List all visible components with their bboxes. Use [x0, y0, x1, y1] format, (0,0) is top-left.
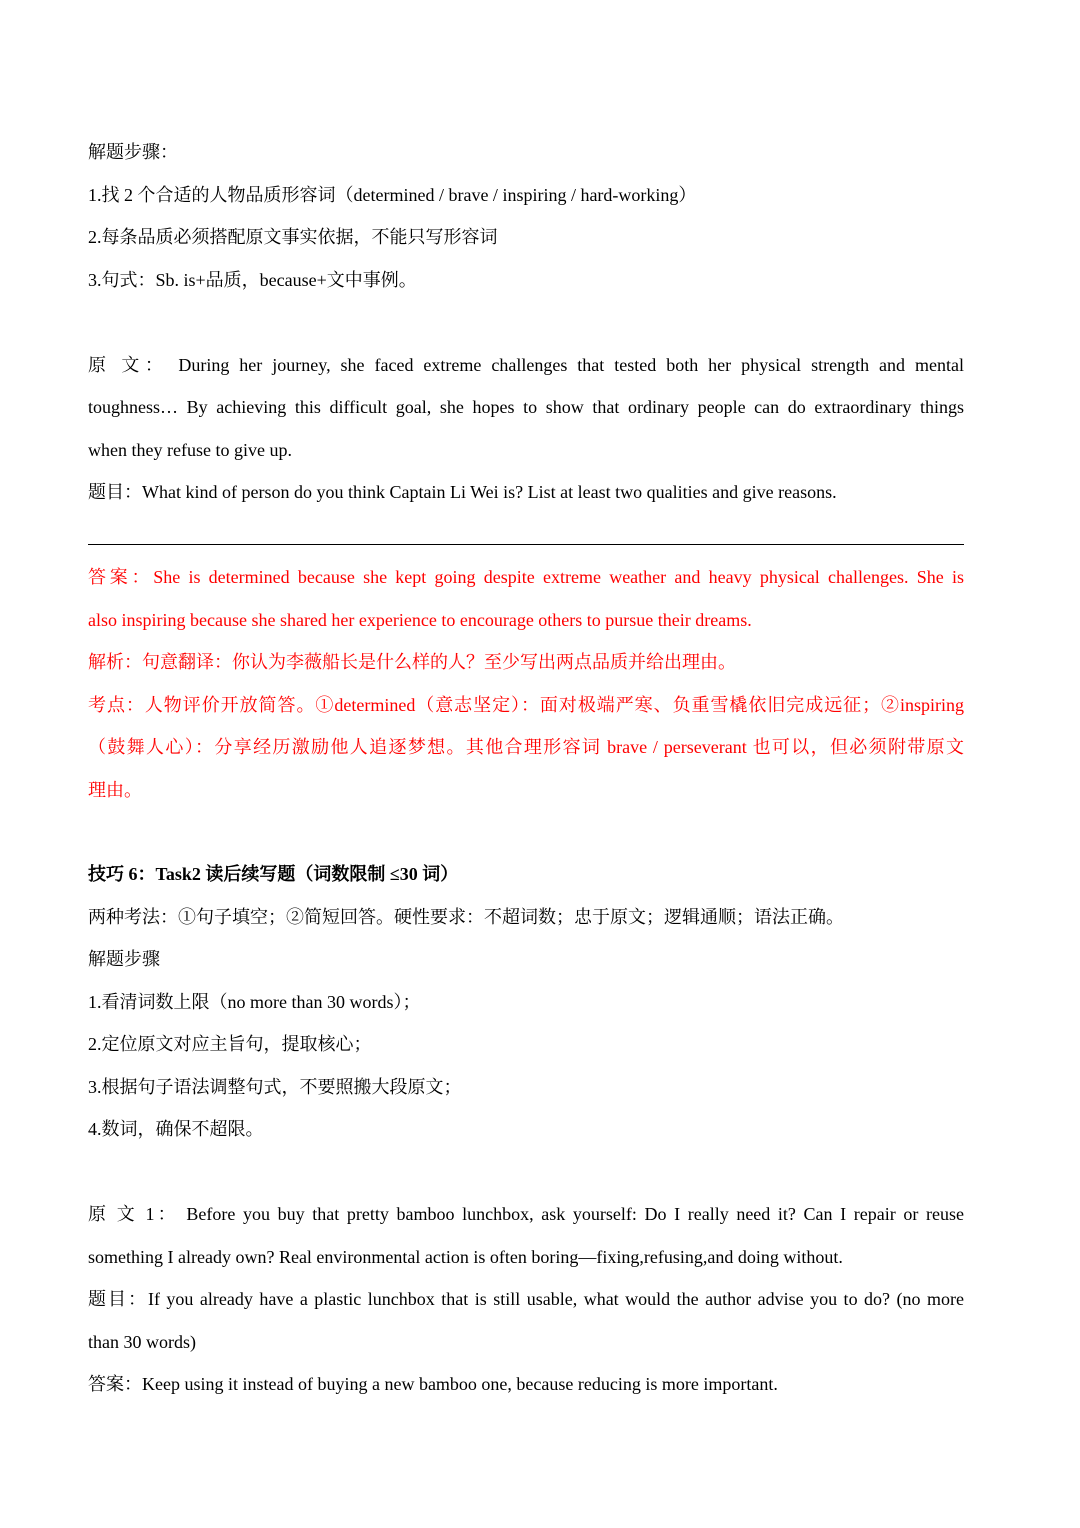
step-2: 2.定位原文对应主旨句，提取核心；	[88, 1034, 372, 1054]
step-3: 3.句式：Sb. is+品质，because+文中事例。	[88, 270, 417, 290]
question-text-line: 题目：If you already have a plastic lunchbox that is still usable, what would the author advise you to do? (no more	[88, 1289, 964, 1309]
step-1: 1.找 2 个合适的人物品质形容词（determined / brave / inspiring / hard-working）	[88, 185, 697, 205]
original-text-line: 原 文 1： Before you buy that pretty bamboo lunchbox, ask yourself: Do I really need it? Can I repair or reuse	[88, 1204, 964, 1224]
original-text-line: when they refuse to give up.	[88, 440, 292, 460]
section-heading: 技巧 6：Task2 读后续写题（词数限制 ≤30 词）	[88, 864, 459, 884]
answer-text-line: also inspiring because she shared her experience to encourage others to pursue their dreams.	[88, 610, 752, 630]
step-1: 1.看清词数上限（no more than 30 words）；	[88, 992, 421, 1012]
answer-line	[88, 544, 964, 545]
document-page	[88, 0, 964, 1528]
question-text-line: than 30 words)	[88, 1332, 196, 1352]
steps-title: 解题步骤：	[88, 142, 178, 162]
analysis-text: 解析：句意翻译：你认为李薇船长是什么样的人？至少写出两点品质并给出理由。	[88, 652, 736, 672]
original-text-line: something I already own? Real environmental action is often boring—fixing,refusing,and doing without.	[88, 1247, 843, 1267]
steps-title: 解题步骤	[88, 949, 160, 969]
original-text-line: toughness… By achieving this difficult goal, she hopes to show that ordinary people can do extraordinary things	[88, 397, 964, 417]
point-text-line: 考点：人物评价开放简答。①determined（意志坚定）：面对极端严寒、负重雪橇依旧完成远征；②inspiring	[88, 695, 964, 715]
answer-text: 答案：Keep using it instead of buying a new bamboo one, because reducing is more important.	[88, 1374, 778, 1394]
original-text-line: 原 文： During her journey, she faced extreme challenges that tested both her physical strength and mental	[88, 355, 964, 375]
section-intro: 两种考法：①句子填空；②简短回答。硬性要求：不超词数；忠于原文；逻辑通顺；语法正确。	[88, 907, 844, 927]
step-3: 3.根据句子语法调整句式，不要照搬大段原文；	[88, 1077, 462, 1097]
question-text: 题目：What kind of person do you think Captain Li Wei is? List at least two qualities and give reasons.	[88, 482, 837, 502]
answer-text-line: 答案：She is determined because she kept going despite extreme weather and heavy physical challenges. She is	[88, 567, 964, 587]
step-2: 2.每条品质必须搭配原文事实依据，不能只写形容词	[88, 227, 498, 247]
point-text-line: 理由。	[88, 780, 142, 800]
step-4: 4.数词，确保不超限。	[88, 1119, 264, 1139]
point-text-line: （鼓舞人心）：分享经历激励他人追逐梦想。其他合理形容词 brave / perseverant 也可以，但必须附带原文	[88, 737, 964, 757]
